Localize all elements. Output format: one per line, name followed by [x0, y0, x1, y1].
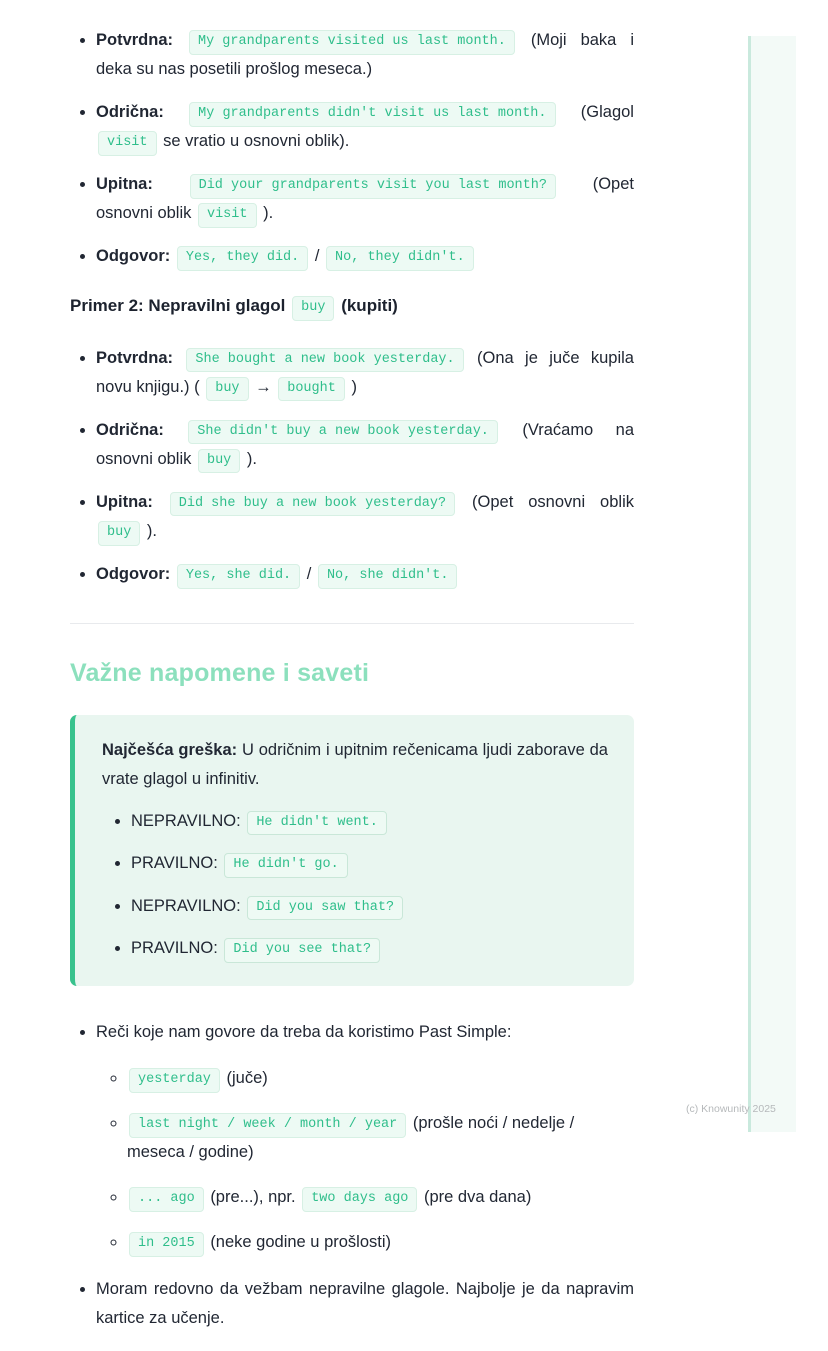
copyright-watermark: (c) Knowunity 2025: [686, 1103, 776, 1115]
callout-list: [102, 808, 608, 963]
text-run: ).: [246, 449, 257, 468]
text-run: (neke godine u prošlosti): [210, 1233, 391, 1252]
tips-intro: [96, 1023, 511, 1041]
text-run: (Vraćamo na osnovni oblik: [96, 420, 634, 468]
inline-code-chip: buy: [206, 377, 248, 402]
list-item: [131, 850, 608, 878]
list-item: [131, 893, 608, 921]
inline-code-chip: Yes, they did.: [177, 246, 308, 271]
list-item: [96, 1275, 634, 1333]
list-item: [127, 1109, 634, 1167]
example2-list: [70, 344, 634, 589]
bold-label: Primer 2: Nepravilni glagol: [70, 296, 286, 316]
text-run: se vratio u osnovni oblik).: [163, 132, 350, 151]
text-run: →: [255, 377, 272, 396]
list-item: [96, 488, 634, 546]
bold-label: Upitna:: [96, 175, 153, 194]
inline-code-chip: buy: [292, 296, 334, 321]
text-run: (Glagol: [580, 103, 634, 122]
text-run: (pre...), npr.: [210, 1188, 296, 1207]
list-item: [96, 26, 634, 84]
inline-code-chip: buy: [198, 449, 240, 474]
text-run: /: [314, 247, 320, 266]
bold-label: Odrična:: [96, 103, 164, 122]
inline-code-chip: He didn't go.: [224, 853, 347, 878]
bold-label: Potvrdna:: [96, 31, 174, 49]
text-run: (juče): [226, 1069, 268, 1087]
text-run: NEPRAVILNO:: [131, 811, 241, 830]
bold-label: Odgovor:: [96, 247, 171, 266]
text-run: Reči koje nam govore da treba da koristimo Past Simple:: [96, 1022, 512, 1041]
bold-label: Najčešća greška:: [102, 741, 238, 759]
list-item: [96, 560, 634, 589]
inline-code-chip: He didn't went.: [247, 811, 387, 836]
inline-code-chip: She didn't buy a new book yesterday.: [188, 420, 498, 445]
list-item: [96, 98, 634, 156]
text-run: (Opet osnovni oblik: [96, 175, 634, 223]
inline-code-chip: Did your grandparents visit you last month?: [190, 174, 556, 199]
list-item: [127, 1064, 634, 1093]
bold-label: Upitna:: [96, 492, 153, 511]
text-run: (Moji baka i deka su nas posetili prošlog meseca.): [96, 31, 634, 79]
page-edge-tint: [751, 36, 796, 1132]
list-item: [127, 1228, 634, 1257]
inline-code-chip: in 2015: [129, 1232, 204, 1257]
section-heading: Važne napomene i saveti: [70, 659, 370, 687]
inline-code-chip: visit: [198, 203, 257, 228]
text-run: ).: [263, 204, 274, 223]
inline-code-chip: Did you see that?: [224, 938, 380, 963]
inline-code-chip: yesterday: [129, 1068, 220, 1093]
inline-code-chip: ... ago: [129, 1187, 204, 1212]
text-run: (Ona je juče kupila novu knjigu.) (: [96, 348, 634, 396]
list-item: [96, 416, 634, 474]
primer2-heading: [70, 296, 634, 321]
inline-code-chip: Did you saw that?: [247, 896, 403, 921]
example1-list: [70, 26, 634, 271]
inline-code-chip: bought: [278, 377, 345, 402]
list-item: [96, 344, 634, 402]
list-item: [96, 170, 634, 228]
text-run: /: [306, 564, 312, 583]
bold-label: Odgovor:: [96, 564, 171, 583]
inline-code-chip: No, they didn't.: [326, 246, 474, 271]
text-run: Moram redovno da vežbam nepravilne glagole. Najbolje je da napravim kartice za učenje.: [96, 1280, 634, 1328]
inline-code-chip: Yes, she did.: [177, 564, 300, 589]
bold-label: Potvrdna:: [96, 348, 174, 367]
inline-code-chip: No, she didn't.: [318, 564, 458, 589]
list-item: [96, 1018, 634, 1257]
document-content: [70, 26, 634, 1351]
inline-code-chip: My grandparents didn't visit us last month.: [189, 102, 555, 127]
list-item: [127, 1183, 634, 1212]
bold-label: Odrična:: [96, 420, 164, 439]
inline-code-chip: visit: [98, 131, 157, 156]
section-divider: [70, 623, 634, 624]
text-run: PRAVILNO:: [131, 939, 218, 958]
inline-code-chip: Did she buy a new book yesterday?: [170, 492, 455, 517]
inline-code-chip: two days ago: [302, 1187, 417, 1212]
list-item: [131, 935, 608, 963]
tips-list: [70, 1018, 634, 1333]
text-run: ): [351, 377, 357, 396]
text-run: NEPRAVILNO:: [131, 896, 241, 915]
signal-words-list: [96, 1064, 634, 1257]
callout-lead: [102, 736, 608, 795]
text-run: PRAVILNO:: [131, 854, 218, 873]
inline-code-chip: buy: [98, 521, 140, 546]
inline-code-chip: last night / week / month / year: [129, 1113, 406, 1138]
inline-code-chip: My grandparents visited us last month.: [189, 30, 515, 55]
text-run: (pre dva dana): [424, 1188, 532, 1207]
text-run: ).: [146, 521, 157, 540]
list-item: [131, 808, 608, 836]
text-run: (Opet osnovni oblik: [472, 492, 634, 511]
text-run: (prošle noći / nedelje / meseca / godine): [127, 1114, 575, 1162]
list-item: [96, 242, 634, 271]
inline-code-chip: She bought a new book yesterday.: [186, 348, 463, 373]
warning-callout: [70, 715, 634, 986]
text-run: U odričnim i upitnim rečenicama ljudi zaborave da vrate glagol u infinitiv.: [102, 741, 608, 789]
bold-label: (kupiti): [341, 296, 398, 316]
